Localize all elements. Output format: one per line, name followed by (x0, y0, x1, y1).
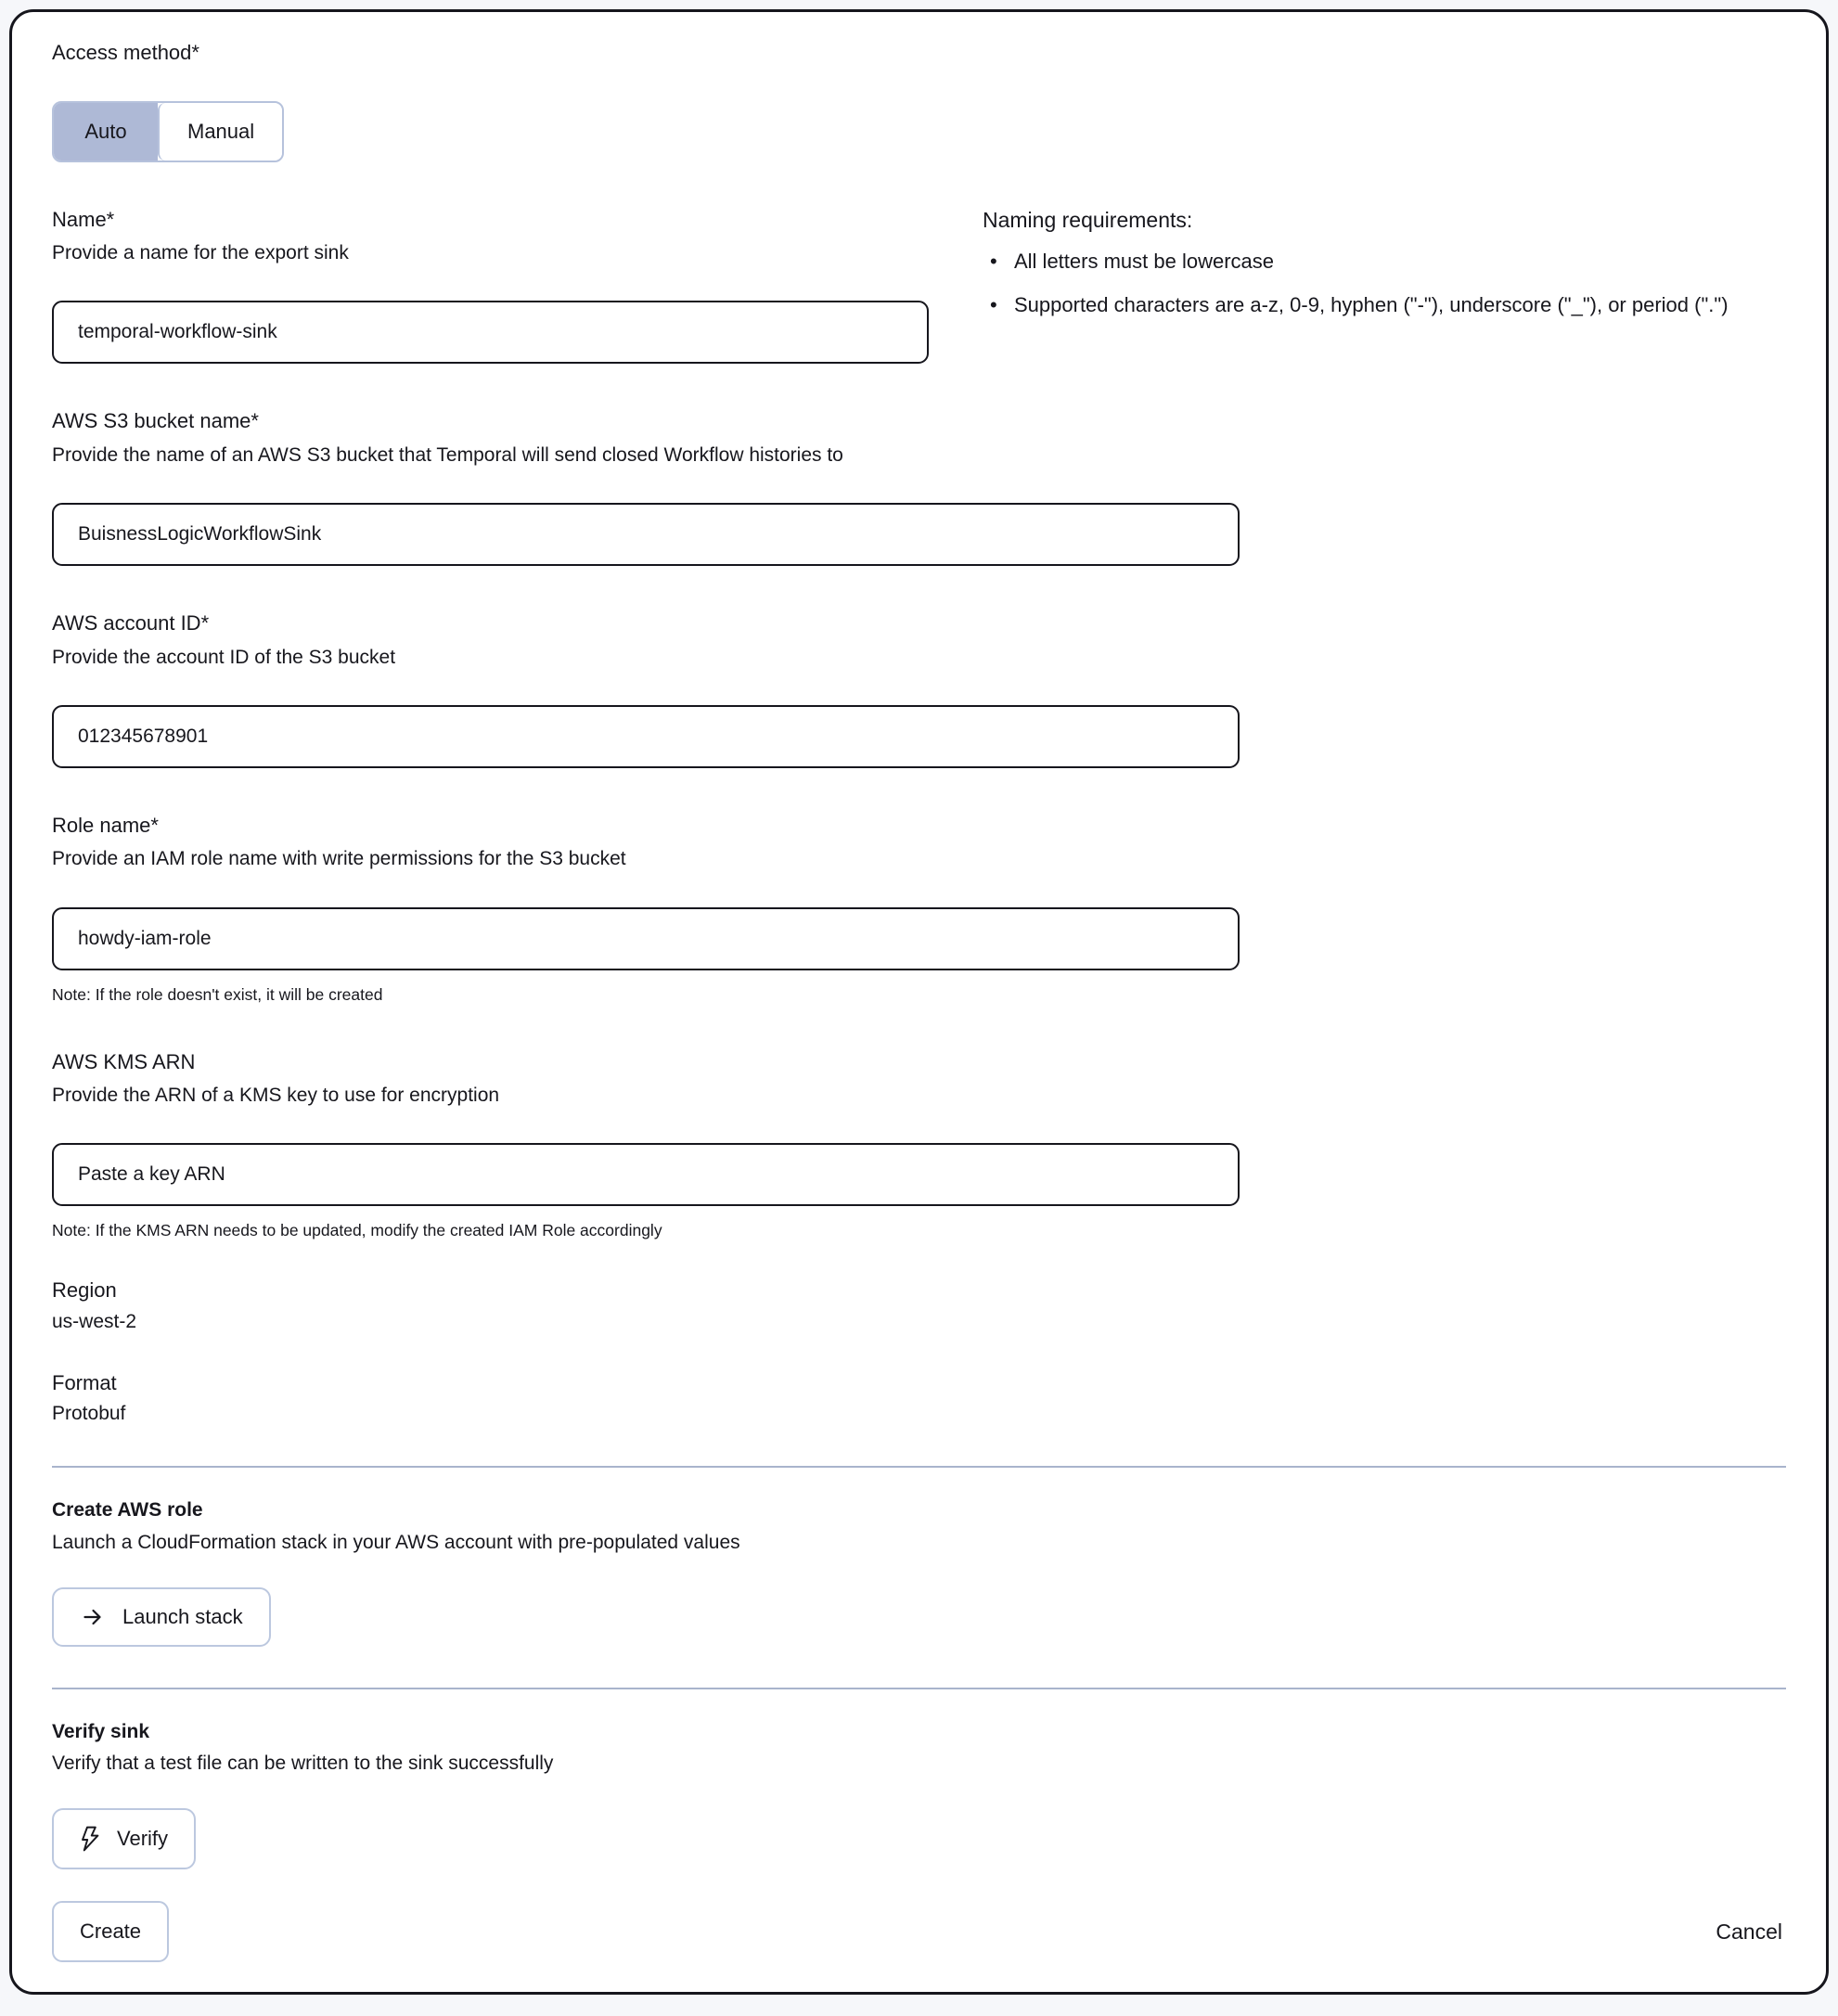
cancel-button[interactable]: Cancel (1712, 1910, 1786, 1954)
name-label: Name* (52, 207, 115, 231)
s3-bucket-label: AWS S3 bucket name* (52, 409, 259, 433)
section-divider (52, 1688, 1786, 1689)
access-method-toggle (52, 101, 284, 162)
create-aws-role-title: Create AWS role (52, 1499, 203, 1522)
name-and-requirements-row (52, 207, 1786, 365)
s3-bucket-input[interactable] (52, 503, 1240, 566)
arrow-right-icon (80, 1606, 106, 1628)
name-field-group (52, 207, 929, 365)
name-description: Provide a name for the export sink (52, 242, 349, 263)
region-field (52, 1278, 1786, 1333)
form-footer (52, 1901, 1786, 1962)
role-name-description: Provide an IAM role name with write permissions for the S3 bucket (52, 848, 626, 870)
kms-arn-note: Note: If the KMS ARN needs to be updated, modify the created IAM Role accordingly (52, 1221, 662, 1240)
verify-sink-section (52, 1719, 1786, 1869)
create-aws-role-description: Launch a CloudFormation stack in your AWS account with pre-populated values (52, 1531, 740, 1553)
s3-bucket-field-group (52, 408, 1786, 566)
account-id-input[interactable] (52, 705, 1240, 768)
role-name-note: Note: If the role doesn't exist, it will be created (52, 984, 383, 1004)
account-id-label: AWS account ID* (52, 611, 210, 636)
region-label: Region (52, 1278, 117, 1303)
verify-label: Verify (117, 1827, 169, 1851)
access-method-label: Access method* (52, 41, 199, 64)
section-divider (52, 1466, 1786, 1468)
account-id-description: Provide the account ID of the S3 bucket (52, 646, 396, 668)
verify-button[interactable] (52, 1808, 196, 1869)
name-input[interactable] (52, 301, 929, 364)
launch-stack-button[interactable] (52, 1587, 271, 1647)
region-value: us-west-2 (52, 1310, 137, 1332)
naming-requirement-item: • All letters must be lowercase (983, 248, 1786, 276)
role-name-input[interactable] (52, 907, 1240, 970)
verify-sink-description: Verify that a test file can be written to the sink successfully (52, 1753, 554, 1775)
naming-requirement-item: • Supported characters are a-z, 0-9, hyphen ("-"), underscore ("_"), or period (".") (983, 291, 1786, 319)
create-button[interactable]: Create (52, 1901, 169, 1962)
account-id-field-group (52, 610, 1786, 768)
create-aws-role-section (52, 1497, 1786, 1646)
role-name-field-group (52, 813, 1786, 1005)
kms-arn-label: AWS KMS ARN (52, 1049, 196, 1073)
role-name-label: Role name* (52, 813, 159, 837)
s3-bucket-description: Provide the name of an AWS S3 bucket that Temporal will send closed Workflow histories to (52, 443, 843, 466)
naming-requirements-list (983, 248, 1786, 319)
access-method-auto-option[interactable]: Auto (54, 103, 158, 161)
launch-stack-label: Launch stack (122, 1604, 243, 1628)
format-field (52, 1370, 1786, 1426)
lightning-icon (80, 1826, 100, 1852)
export-sink-form-panel (9, 9, 1829, 1995)
format-value: Protobuf (52, 1403, 126, 1425)
naming-requirements (983, 207, 1786, 365)
kms-arn-description: Provide the ARN of a KMS key to use for encryption (52, 1085, 500, 1107)
verify-sink-title: Verify sink (52, 1720, 150, 1742)
kms-arn-input[interactable] (52, 1143, 1240, 1206)
format-label: Format (52, 1370, 117, 1394)
access-method-manual-option[interactable]: Manual (158, 103, 282, 161)
naming-requirements-title: Naming requirements: (983, 207, 1193, 232)
kms-arn-field-group (52, 1049, 1786, 1241)
